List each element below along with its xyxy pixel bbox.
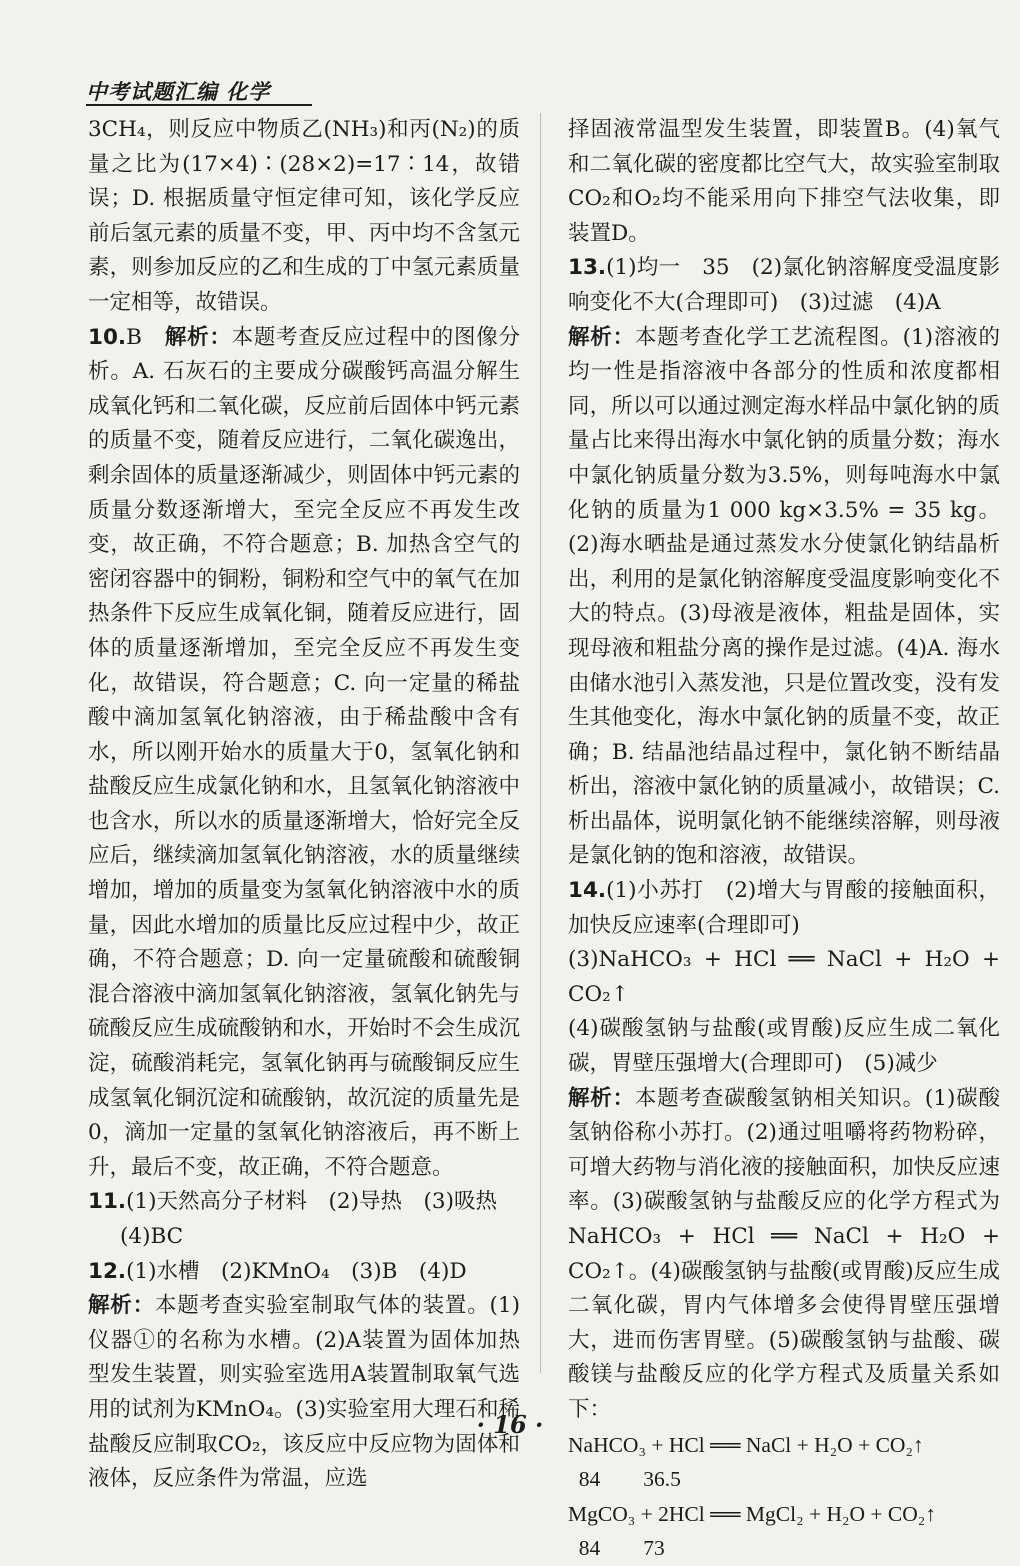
q11-line1 (88, 1185, 520, 1220)
question-13 (568, 251, 1000, 874)
q14-answer-line-1 (568, 874, 1000, 943)
q14-answer-1: (1)小苏打 (2)增大与胃酸的接触面积，加快反应速率(合理即可) (568, 878, 1000, 938)
q12-answer: (1)水槽 (2)KMnO₄ (3)B (4)D (126, 1258, 467, 1284)
q12-continued-text: 择固液常温型发生装置，即装置B。(4)氧气和二氧化碳的密度都比空气大，故实验室制取CO₂和O₂均不能采用向下排空气法收集，即装置D。 (568, 117, 1000, 246)
q13-analysis (568, 321, 1000, 875)
q14-analysis (568, 1082, 1000, 1428)
question-10 (88, 321, 520, 1186)
q10-analysis-text: 本题考查反应过程中的图像分析。A. 石灰石的主要成分碳酸钙高温分解生成氧化钙和二氧化碳，反应前后固体中钙元素的质量不变，随着反应进行，二氧化碳逸出，剩余固体的质量逐渐减少，则固体中钙元素的质量分数逐渐增大，至完全反应不再发生改变，故正确，不符合题意；B. 加热含空气的密闭容器中的铜粉，铜粉和空气中的氧气在加热条件下反应生成氧化铜，随着反应进行，固体的质量逐渐增加，至完全反应不再发生变化，故错误，符合题意；C. 向一定量的稀盐酸中滴加氢氧化钠溶液，由于稀盐酸中含有水，所以刚开始水的质量大于0，氢氧化钠和盐酸反应生成氯化钠和水，且氢氧化钠溶液中也含水，所以水的质量逐渐增大，恰好完全反应后，继续滴加氢氧化钠溶液，水的质量继续增加，增加的质量变为氢氧化钠溶液中水的质量，因此水增加的质量比反应过程中少，故正确，不符合题意；D. 向一定量硫酸和硫酸铜混合溶液中滴加氢氧化钠溶液，氢氧化钠先与硫酸反应生成硫酸钠和水，开始时不会生成沉淀，硫酸消耗完，氢氧化钠再与硫酸铜反应生成氢氧化铜沉淀和硫酸钠，故沉淀的质量先是0，滴加一定量的氢氧化钠溶液后，再不断上升，最后不变，故正确，不符合题意。 (88, 324, 520, 1180)
page-number: · 16 · (476, 1410, 544, 1439)
left-column (88, 113, 520, 1497)
q13-answer: (1)均一 35 (2)氯化钠溶解度受温度影响变化不大(合理即可) (3)过滤 (4)A (568, 255, 1000, 315)
question-11 (88, 1185, 520, 1254)
q12-answer-line (88, 1255, 520, 1290)
equation-mgco3: MgCO₃ + 2HCl ══ MgCl₂ + H₂O + CO₂↑ (568, 1501, 936, 1526)
equation-nahco3: NaHCO₃ + HCl ══ NaCl + H₂O + CO₂↑ (568, 1432, 924, 1457)
right-column (568, 113, 1000, 1566)
q13-analysis-label: 解析： (568, 324, 635, 350)
question-12 (88, 1255, 520, 1497)
column-divider (540, 113, 541, 1373)
q12-analysis (88, 1289, 520, 1497)
q13-analysis-text: 本题考查化学工艺流程图。(1)溶液的均一性是指溶液中各部分的性质和浓度都相同，所以可以通过测定海水样品中氯化钠的质量占比来得出海水中氯化钠的质量分数；海水中氯化钠质量分数为3.5%，则每吨海水中氯化钠的质量为1 000 kg×3.5% = 35 kg。(2)海水晒盐是通过蒸发水分使氯化钠结晶析出，利用的是氯化钠溶解度受温度影响变化不大的特点。(3)母液是液体，粗盐是固体，实现母液和粗盐分离的操作是过滤。(4)A. 海水由储水池引入蒸发池，只是位置改变，没有发生其他变化，海水中氯化钠的质量不变，故正确；B. 结晶池结晶过程中，氯化钠不断结晶析出，溶液中氯化钠的质量减小，故错误；C. 析出晶体，说明氯化钠不能继续溶解，则母液是氯化钠的饱和溶液，故错误。 (568, 324, 1000, 869)
q14-answer-3: (4)碳酸氢钠与盐酸(或胃酸)反应生成二氧化碳，胃壁压强增大(合理即可) (5)减少 (568, 1016, 1000, 1077)
q11-number: 11. (88, 1189, 127, 1215)
running-header: 中考试题汇编 化学 (86, 79, 271, 104)
q13-answer-line (568, 251, 1000, 320)
q12-analysis-text: 本题考查实验室制取气体的装置。(1)仪器①的名称为水槽。(2)A装置为固体加热型发生装置，则实验室选用A装置制取氧气选用的试剂为KMnO₄。(3)实验室用大理石和稀盐酸反应制取CO₂，该反应中反应物为固体和液体，反应条件为常温，应选 (88, 1293, 520, 1492)
q14-analysis-text: 本题考查碳酸氢钠相关知识。(1)碳酸氢钠俗称小苏打。(2)通过咀嚼将药物粉碎，可增大药物与消化液的接触面积，加快反应速率。(3)碳酸氢钠与盐酸反应的化学方程式为NaHCO₃ + HCl ══ NaCl + H₂O + CO₂↑。(4)碳酸氢钠与盐酸(或胃酸)反应生成二氧化碳，胃内气体增多会使得胃壁压强增大，进而伤害胃壁。(5)碳酸氢钠与盐酸、碳酸镁与盐酸反应的化学方程式及质量关系如下： (568, 1085, 1000, 1422)
q12-number: 12. (88, 1258, 127, 1284)
q14-number: 14. (568, 878, 607, 904)
continued-text: 3CH₄，则反应中物质乙(NH₃)和丙(N₂)的质量之比为(17×4)∶(28×2)=17∶14，故错误；D. 根据质量守恒定律可知，该化学反应前后氢元素的质量不变，甲、丙中均不含氢元素，则参加反应的乙和生成的丁中氢元素质量一定相等，故错误。 (88, 117, 520, 315)
q10-answer-line (88, 321, 520, 1186)
q14-analysis-label: 解析： (568, 1085, 635, 1111)
q14-answer-2: (3)NaHCO₃ + HCl ══ NaCl + H₂O + CO₂↑ (568, 947, 1000, 1007)
header-rule (86, 104, 312, 106)
q12-analysis-label: 解析： (88, 1293, 155, 1319)
q10-number: 10. (88, 324, 127, 350)
q13-number: 13. (568, 255, 607, 281)
q11-answer-1: (1)天然高分子材料 (2)导热 (3)吸热 (126, 1189, 497, 1215)
mass-ratio-mgco3: 84 73 (568, 1536, 665, 1561)
question-14 (568, 874, 1000, 1566)
mass-ratio-nahco3: 84 36.5 (568, 1467, 681, 1492)
q10-answer: B (126, 324, 142, 350)
q10-analysis-label: 解析： (164, 324, 232, 350)
q11-answer-2: (4)BC (120, 1224, 184, 1249)
